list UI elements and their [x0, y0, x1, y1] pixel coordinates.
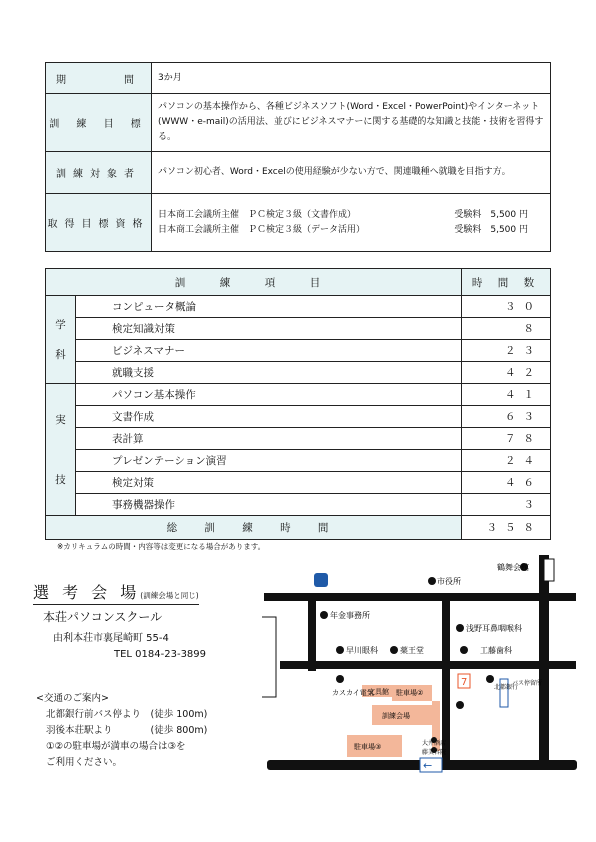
- item-hours: ３０: [462, 296, 551, 318]
- seven-icon: 7: [461, 677, 468, 688]
- qualification-line: [158, 223, 528, 238]
- komatsu-marker: [456, 701, 464, 709]
- access-block: [36, 691, 207, 771]
- item-hours: ４１: [462, 384, 551, 406]
- eye-label: 早川眼科: [346, 646, 378, 655]
- qualification-label: 取得目標資格: [46, 194, 152, 252]
- road: [280, 661, 576, 669]
- kasukai-marker: [336, 675, 344, 683]
- item-hours: ６３: [462, 406, 551, 428]
- qualification-value: [152, 194, 551, 252]
- item-name: 事務機器操作: [94, 494, 462, 516]
- item-name: 就職支援: [94, 362, 462, 384]
- venue-address: 由利本荘市裏尾崎町 55-4: [53, 633, 169, 644]
- access-line: ①②の駐車場が満車の場合は③を: [46, 741, 186, 752]
- parking-3-label: 駐車場③: [354, 743, 382, 751]
- road: [539, 555, 549, 770]
- item-hours: ２４: [462, 450, 551, 472]
- jr-station: [262, 617, 276, 697]
- bank-label: 北都銀行: [494, 684, 519, 691]
- pharmacy-marker: [390, 646, 398, 654]
- dance-hall-label: 鶴舞会館: [497, 563, 529, 572]
- venue-title-wrap: [33, 580, 199, 605]
- access-map: [262, 555, 582, 775]
- bus-label: バス停留所: [512, 680, 543, 687]
- pension-marker: [320, 611, 328, 619]
- kasukai-label: カスカイ電気: [332, 689, 374, 697]
- item-name: 検定対策: [94, 472, 462, 494]
- item-hours: ２３: [462, 340, 551, 362]
- ent-marker: [456, 624, 464, 632]
- item-hours: ３: [462, 494, 551, 516]
- fujii-label: 藤美容院: [422, 749, 447, 756]
- left-arrow-icon: ←: [423, 759, 433, 772]
- item-name: 文書作成: [94, 406, 462, 428]
- qualification-line: [158, 208, 528, 223]
- access-line: 羽後本荘駅より (徒歩 800m): [46, 725, 208, 736]
- pension-label: 年金事務所: [330, 611, 370, 620]
- total-label: 総 訓 練 時 間: [46, 516, 462, 540]
- north-arrow-icon: [544, 559, 554, 581]
- item-name: コンピュータ概論: [94, 296, 462, 318]
- period-value: 3か月: [152, 63, 551, 94]
- target-label: 訓練対象者: [46, 152, 152, 194]
- qualification-fee: 受験料 5,500 円: [454, 224, 528, 235]
- venue-block: [33, 580, 253, 660]
- road: [308, 593, 316, 671]
- curriculum-table: [45, 268, 551, 540]
- city-hall-label: 市役所: [437, 577, 461, 586]
- dental-marker: [460, 646, 468, 654]
- access-heading: <交通のご案内>: [36, 693, 109, 704]
- item-name: 表計算: [94, 428, 462, 450]
- goal-value: パソコンの基本操作から、各種ビジネスソフト(Word・Excel・PowerPoint)やインターネット(WWW・e-mail)の活用法、並びにビジネスマナーに関する基礎的な知識と技能・技術を習得する。: [152, 94, 551, 152]
- qualification-fee: 受験料 5,500 円: [454, 209, 528, 220]
- venue-label: 訓練会場: [382, 712, 410, 720]
- course-info-table: [45, 62, 551, 252]
- item-hours: ８: [462, 318, 551, 340]
- eye-marker: [336, 646, 344, 654]
- access-line: 北都銀行前バス停より (徒歩 100m): [46, 709, 208, 720]
- police-icon: [314, 573, 328, 587]
- target-value: パソコン初心者、Word・Excelの使用経験が少ない方で、関連職種へ就職を目指す方。: [152, 152, 551, 194]
- header-item: 訓 練 項 目: [46, 269, 462, 296]
- group-label-academic: 学 科: [46, 296, 76, 384]
- parking-2-label: 駐車場②: [396, 689, 424, 697]
- venue-name: 本荘パソコンスクール: [43, 610, 163, 624]
- item-hours: ４２: [462, 362, 551, 384]
- ent-label: 浅野耳鼻咽喉科: [466, 624, 522, 633]
- stationery-label: 文具館: [368, 688, 389, 696]
- curriculum-note: ※カリキュラムの時間・内容等は変更になる場合があります。: [57, 542, 266, 551]
- venue-tel: TEL 0184-23-3899: [114, 649, 207, 660]
- pharmacy-label: 薬王堂: [400, 646, 424, 655]
- oi-label: 大井酒店: [422, 740, 447, 747]
- venue-title: 選 考 会 場: [33, 583, 141, 602]
- qualification-name: 日本商工会議所主催 ＰＣ検定３級（文書作成）: [158, 209, 357, 220]
- goal-label: 訓 練 目 標: [46, 94, 152, 152]
- venue-title-note: (訓練会場と同じ): [140, 591, 199, 600]
- item-name: パソコン基本操作: [94, 384, 462, 406]
- dental-label: 工藤歯科: [480, 646, 512, 655]
- qualification-name: 日本商工会議所主催 ＰＣ検定３級（データ活用）: [158, 224, 366, 235]
- item-name: ビジネスマナー: [94, 340, 462, 362]
- period-label: 期 間: [46, 63, 152, 94]
- item-name: 検定知識対策: [94, 318, 462, 340]
- bank-marker: [486, 675, 494, 683]
- header-hours: 時 間 数: [462, 269, 551, 296]
- item-hours: ４６: [462, 472, 551, 494]
- total-hours: ３５８: [462, 516, 551, 540]
- item-name: プレゼンテーション演習: [94, 450, 462, 472]
- access-line: ご利用ください。: [46, 757, 123, 768]
- city-hall-marker: [428, 577, 436, 585]
- item-hours: ７８: [462, 428, 551, 450]
- group-label-practical: 実 技: [46, 384, 76, 516]
